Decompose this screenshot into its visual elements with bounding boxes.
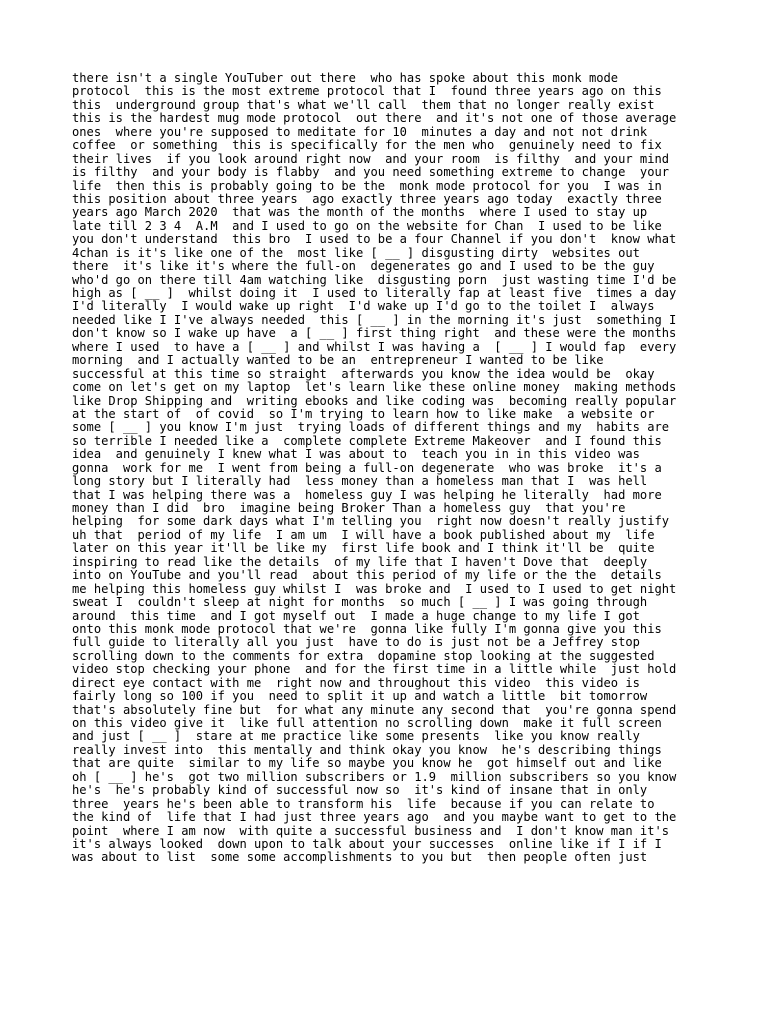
text-line: where I used to have a [ __ ] and whilst I was having a [ __ ] I would fap every bbox=[72, 339, 677, 354]
text-line: later on this year it'll be like my first life book and I think it'll be quite bbox=[72, 541, 655, 556]
text-line: late till 2 3 4 A.M and I used to go on the website for Chan I used to be like bbox=[72, 218, 662, 233]
text-line: successful at this time so straight afterwards you know the idea would be okay bbox=[72, 366, 655, 381]
text-line: point where I am now with quite a successful business and I don't know man it's bbox=[72, 823, 670, 838]
text-line: like Drop Shipping and writing ebooks and like coding was becoming really popular bbox=[72, 393, 677, 408]
text-line: years ago March 2020 that was the month of the months where I used to stay up bbox=[72, 205, 648, 220]
text-line: uh that period of my life I am um I will have a book published about my life bbox=[72, 527, 655, 542]
text-line: 4chan is it's like one of the most like [ __ ] disgusting dirty websites out bbox=[72, 245, 640, 260]
text-line: you don't understand this bro I used to be a four Channel if you don't know what bbox=[72, 232, 677, 247]
text-line: coffee or something this is specifically for the men who genuinely need to fix bbox=[72, 138, 662, 153]
text-line: needed like I I've always needed this [ __ ] in the morning it's just something I bbox=[72, 312, 677, 327]
text-line: high as [ __ ] whilst doing it I used to literally fap at least five times a day bbox=[72, 286, 677, 300]
text-line: into on YouTube and you'll read about this period of my life or the the details bbox=[72, 568, 662, 583]
text-line: really invest into this mentally and think okay you know he's describing things bbox=[72, 742, 662, 757]
text-line: come on let's get on my laptop let's learn like these online money making methods bbox=[72, 380, 677, 395]
text-line: that's absolutely fine but for what any minute any second that you're gonna spend bbox=[72, 702, 677, 717]
text-line: is filthy and your body is flabby and you need something extreme to change your bbox=[72, 165, 670, 180]
text-line: protocol this is the most extreme protocol that I found three years ago on this bbox=[72, 84, 662, 99]
text-line: three years he's been able to transform his life because if you can relate to bbox=[72, 796, 655, 811]
text-line: there it's like it's where the full-on degenerates go and I used to be the guy bbox=[72, 259, 655, 274]
text-line: helping for some dark days what I'm telling you right now doesn't really justify bbox=[72, 514, 670, 529]
text-line: scrolling down to the comments for extra dopamine stop looking at the suggested bbox=[72, 648, 655, 663]
text-line: some [ __ ] you know I'm just trying loads of different things and my habits are bbox=[72, 420, 670, 435]
transcript-text-block bbox=[72, 72, 712, 865]
text-line: direct eye contact with me right now and throughout this video this video is bbox=[72, 675, 640, 690]
text-line: around this time and I got myself out I made a huge change to my life I got bbox=[72, 608, 640, 623]
text-line: I'd literally I would wake up right I'd wake up I'd go to the toilet I always bbox=[72, 299, 655, 314]
text-line: so terrible I needed like a complete complete Extreme Makeover and I found this bbox=[72, 433, 662, 448]
text-line: it's always looked down upon to talk about your successes online like if I if I bbox=[72, 836, 662, 851]
text-line: life then this is probably going to be the monk mode protocol for you I was in bbox=[72, 178, 662, 193]
text-line: video stop checking your phone and for the first time in a little while just hold bbox=[72, 662, 677, 677]
text-line: that I was helping there was a homeless guy I was helping he literally had more bbox=[72, 487, 662, 502]
text-line: this is the hardest mug mode protocol out there and it's not one of those average bbox=[72, 111, 677, 126]
text-line: that are quite similar to my life so maybe you know he got himself out and like bbox=[72, 756, 662, 771]
text-line: morning and I actually wanted to be an entrepreneur I wanted to be like bbox=[72, 353, 604, 368]
text-line: on this video give it like full attention no scrolling down make it full screen bbox=[72, 716, 662, 730]
text-line: ones where you're supposed to meditate for 10 minutes a day and not not drink bbox=[72, 124, 648, 139]
text-line: their lives if you look around right now and your room is filthy and your mind bbox=[72, 151, 670, 166]
text-line: the kind of life that I had just three years ago and you maybe want to get to the bbox=[72, 810, 677, 825]
text-line: there isn't a single YouTuber out there who has spoke about this monk mode bbox=[72, 71, 619, 85]
text-line: sweat I couldn't sleep at night for months so much [ __ ] I was going through bbox=[72, 595, 648, 610]
text-line: me helping this homeless guy whilst I was broke and I used to I used to get night bbox=[72, 581, 677, 596]
text-line: long story but I literally had less money than a homeless man that I was hell bbox=[72, 474, 648, 489]
text-line: inspiring to read like the details of my life that I haven't Dove that deeply bbox=[72, 554, 648, 569]
text-line: full guide to literally all you just have to do is just not be a Jeffrey stop bbox=[72, 635, 640, 650]
text-line: this position about three years ago exactly three years ago today exactly three bbox=[72, 191, 662, 206]
text-line: gonna work for me I went from being a full-on degenerate who was broke it's a bbox=[72, 460, 662, 475]
text-line: onto this monk mode protocol that we're gonna like fully I'm gonna give you this bbox=[72, 621, 662, 636]
text-line: and just [ __ ] stare at me practice like some presents like you know really bbox=[72, 729, 640, 744]
text-line: this underground group that's what we'll call them that no longer really exist bbox=[72, 97, 655, 112]
text-line: money than I did bro imagine being Broker Than a homeless guy that you're bbox=[72, 501, 626, 515]
text-line: he's he's probably kind of successful now so it's kind of insane that in only bbox=[72, 783, 648, 798]
text-line: don't know so I wake up have a [ __ ] first thing right and these were the months bbox=[72, 326, 677, 341]
text-line: was about to list some some accomplishments to you but then people often just bbox=[72, 850, 648, 865]
text-line: who'd go on there till 4am watching like disgusting porn just wasting time I'd be bbox=[72, 272, 677, 287]
text-line: oh [ __ ] he's got two million subscribers or 1.9 million subscribers so you know bbox=[72, 769, 677, 784]
text-line: at the start of of covid so I'm trying to learn how to like make a website or bbox=[72, 406, 655, 421]
text-line: fairly long so 100 if you need to split it up and watch a little bit tomorrow bbox=[72, 689, 648, 704]
text-line: idea and genuinely I knew what I was about to teach you in in this video was bbox=[72, 447, 640, 462]
